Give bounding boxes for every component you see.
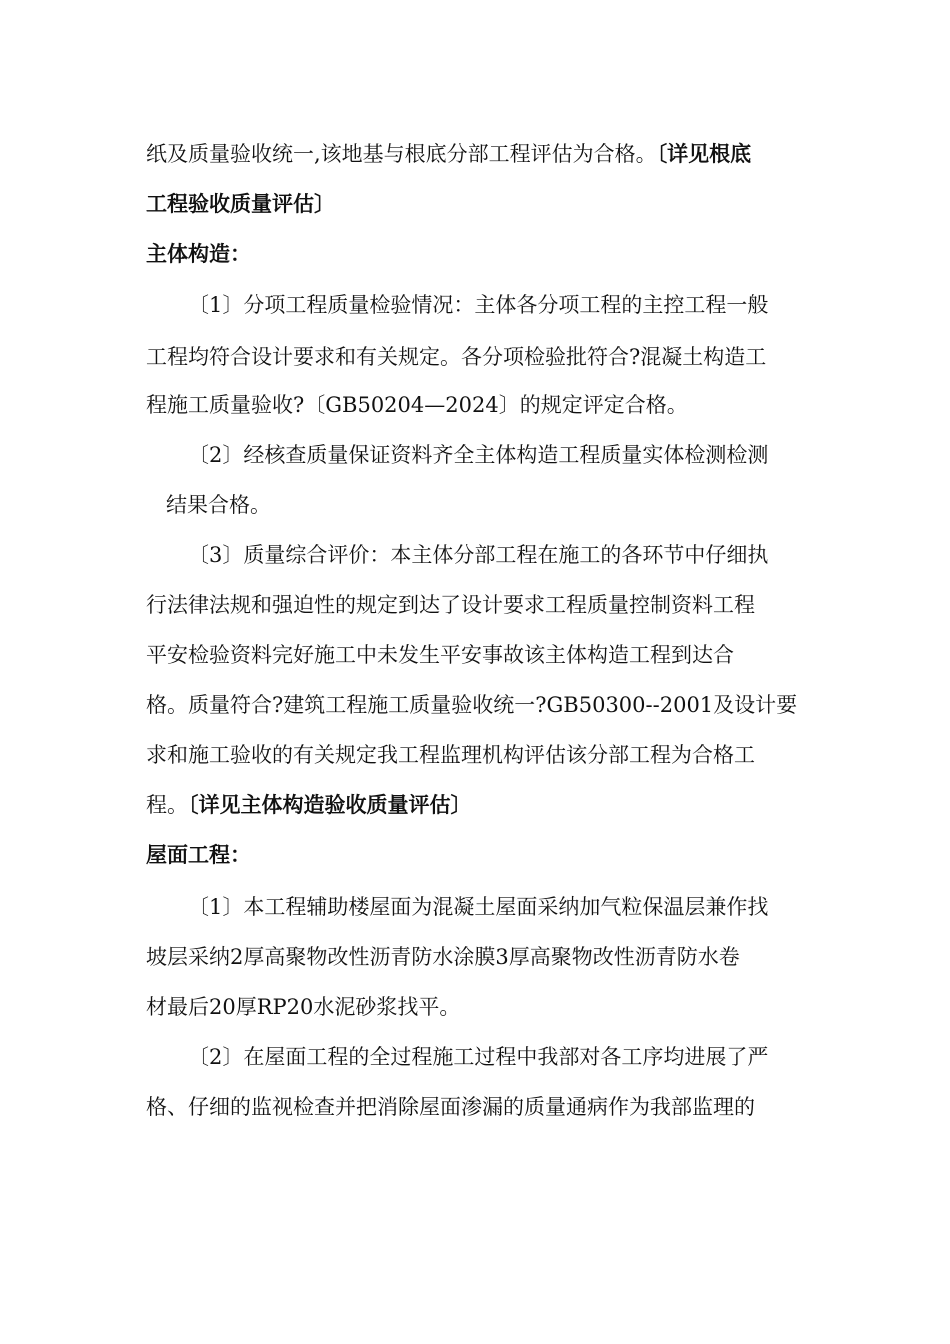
section-heading-roof: 屋面工程： [146, 843, 251, 867]
paragraph-line: 程施工质量验收?〔GB50204—2024〕的规定评定合格。 [146, 393, 688, 417]
text-run: 程。 [146, 793, 188, 817]
paragraph-line: 平安检验资料完好施工中未发生平安事故该主体构造工程到达合 [146, 643, 734, 667]
paragraph-line: 求和施工验收的有关规定我工程监理机构评估该分部工程为合格工 [146, 743, 755, 767]
paragraph-line: 〔2〕在屋面工程的全过程施工过程中我部对各工序均进展了严 [188, 1045, 769, 1069]
bold-reference: 〔详见主体构造验收质量评估〕 [188, 793, 472, 817]
paragraph-line: 〔1〕分项工程质量检验情况：主体各分项工程的主控工程一般 [188, 293, 769, 317]
bold-reference: 〔详见根底 [656, 142, 752, 166]
paragraph-line: 材最后20厚RP20水泥砂浆找平。 [146, 995, 461, 1019]
paragraph-line: 结果合格。 [166, 493, 271, 517]
paragraph-line [146, 791, 472, 819]
paragraph-line: 〔1〕本工程辅助楼屋面为混凝土屋面采纳加气粒保温层兼作找 [188, 895, 769, 919]
paragraph-line: 行法律法规和强迫性的规定到达了设计要求工程质量控制资料工程 [146, 593, 755, 617]
paragraph-line: 工程均符合设计要求和有关规定。各分项检验批符合?混凝土构造工 [146, 345, 767, 369]
text-run: 纸及质量验收统一,该地基与根底分部工程评估为合格。 [146, 142, 657, 166]
paragraph-line: 格。质量符合?建筑工程施工质量验收统一?GB50300--2001及设计要 [146, 693, 798, 717]
paragraph-line: 坡层采纳2厚高聚物改性沥青防水涂膜3厚高聚物改性沥青防水卷 [146, 945, 740, 969]
paragraph-line: 〔3〕质量综合评价：本主体分部工程在施工的各环节中仔细执 [188, 543, 769, 567]
paragraph-line: 〔2〕经核查质量保证资料齐全主体构造工程质量实体检测检测 [188, 443, 769, 467]
paragraph-line [146, 140, 751, 168]
section-heading-main-structure: 主体构造： [146, 242, 251, 266]
paragraph-line: 工程验收质量评估〕 [146, 192, 335, 216]
paragraph-line: 格、仔细的监视检查并把消除屋面渗漏的质量通病作为我部监理的 [146, 1095, 755, 1119]
